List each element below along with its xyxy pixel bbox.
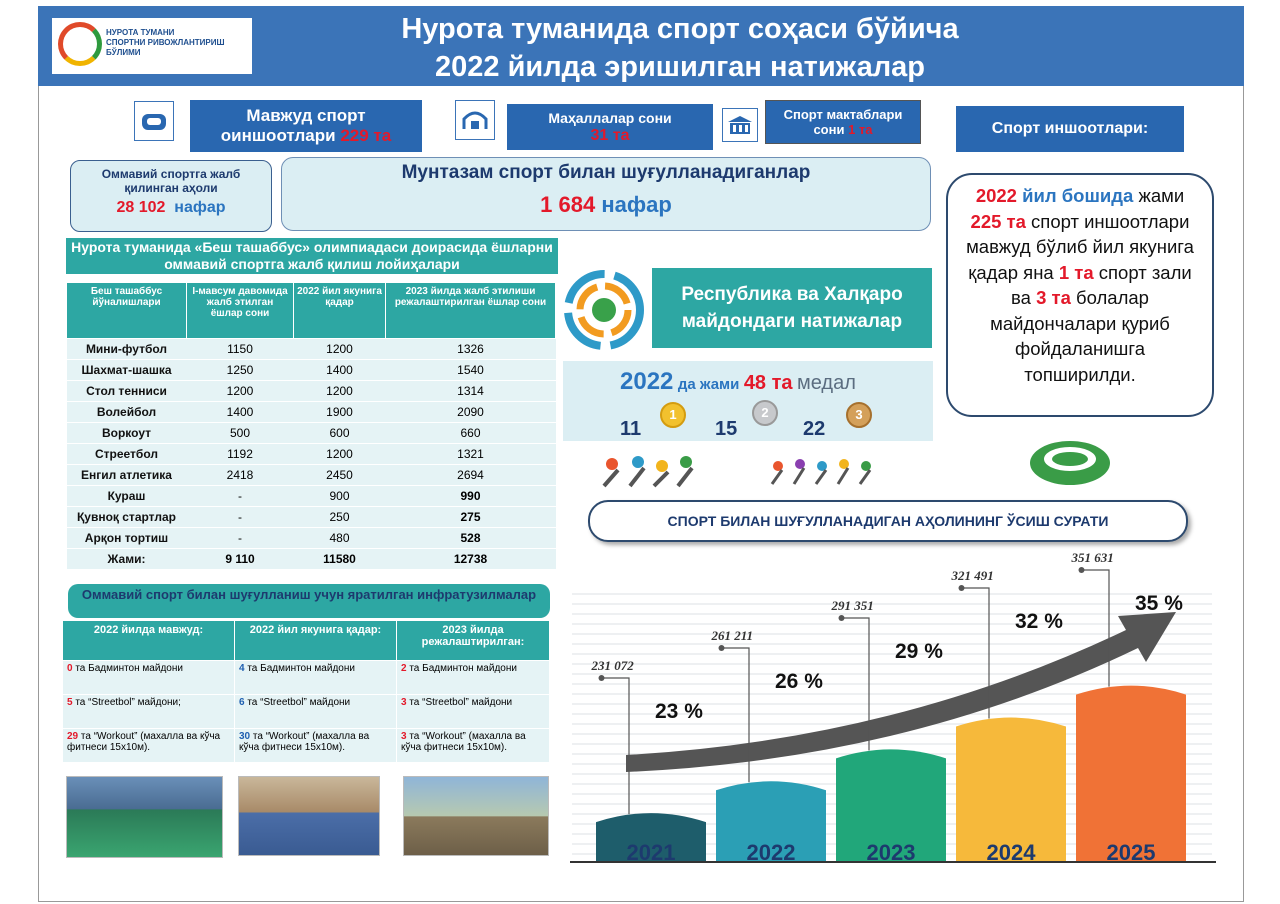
table1-header: I-мавсум давомида жалб этилган ёшлар сони [187,283,294,339]
medals-unit: медал [797,372,856,394]
percent-label: 23 % [655,700,703,723]
table-cell: Кураш [67,486,187,507]
table-cell: 2450 [294,465,386,486]
count-text: та “Streetbol” майдони [244,697,351,708]
table-cell [397,661,550,695]
info-hall-count: 1 та [1058,261,1094,283]
count-text: та “Streetbol” майдони [406,697,513,708]
table-cell [63,729,235,763]
table-cell: 1192 [187,444,294,465]
page-title [290,10,1070,86]
table-row [67,360,556,381]
table-row [67,423,556,444]
sports-circle-icon [560,258,644,358]
count-text: та “Workout” (махалла ва кўча фитнеси 15x10м). [401,731,526,753]
count-number: 2 [401,663,407,674]
year-label: 2023 [866,840,916,865]
table-cell: 1540 [386,360,556,381]
count-number: 3 [401,697,407,708]
table1-header: Беш ташаббус йўналишлари [67,283,187,339]
international-results-label: Республика ва Халқаро майдондаги натижалар [652,268,932,348]
table-row [67,339,556,360]
count-number: 30 [239,731,251,742]
table2-title: Оммавий спорт билан шуғулланиш учун яратилган инфратузилмалар [68,584,550,618]
table-cell [235,729,397,763]
mahalla-count-card [507,104,713,150]
table-cell: 1326 [386,339,556,360]
table-cell: 2694 [386,465,556,486]
medals-summary [620,368,856,396]
table-row [67,444,556,465]
table-cell: 1314 [386,381,556,402]
table-row [63,661,550,695]
facilities-count-card [190,100,422,152]
stadium-large-icon [1028,435,1112,491]
count-text: та Бадминтон майдони [72,663,183,674]
mahalla-label: Маҳаллалар сони [548,110,672,126]
year-label: 2025 [1106,840,1156,865]
count-text: та Бадминтон майдони [406,663,517,674]
schools-line2 [766,122,920,137]
table-cell: 9 110 [187,549,294,570]
table1-header-row [67,283,556,339]
athletes-silhouettes-left [598,452,700,488]
table-row [67,507,556,528]
schools-label: Спорт мактаблари [783,107,903,122]
percent-label: 26 % [775,670,823,693]
count-number: 4 [239,663,245,674]
leader-dot [719,645,725,651]
table-cell: - [187,507,294,528]
growth-chart [566,550,1226,870]
athletes-silhouettes-right [768,456,886,486]
population-leader-line [602,678,630,814]
table-cell: Шахмат-шашка [67,360,187,381]
info-year: 2022 [975,185,1017,206]
gold-medal-icon: 1 [660,402,686,428]
info-text-2: спорт зали ва [1011,261,1192,308]
table-cell: 1200 [187,381,294,402]
table1-header: 2022 йил якунига қадар [294,283,386,339]
population-label: 261 211 [711,628,754,643]
mass-sport-card [70,160,272,232]
streetball-photo [238,776,380,856]
table-cell: 2418 [187,465,294,486]
regular-value: 1 684 [540,192,596,217]
count-number: 0 [67,663,73,674]
table-cell: 660 [386,423,556,444]
table-cell: Қувноқ стартлар [67,507,187,528]
table-cell: Воркоут [67,423,187,444]
table-cell: 480 [294,528,386,549]
table-cell: Мини-футбол [67,339,187,360]
regular-label: Мунтазам спорт билан шуғулланадиганлар [401,162,811,183]
percent-label: 29 % [895,640,943,663]
leader-dot [1079,567,1085,573]
school-building-icon [722,108,758,142]
population-label: 291 351 [831,598,874,613]
medals-year: 2022 [620,368,674,395]
bar-2025 [1076,686,1186,862]
title-line-1: Нурота туманида спорт соҳаси бўйича [401,13,959,45]
count-number: 29 [67,731,79,742]
table-cell: 1200 [294,381,386,402]
table-row [67,381,556,402]
table-row [67,528,556,549]
table-row [67,486,556,507]
sport-schools-card [765,100,921,144]
table-cell: Енгил атлетика [67,465,187,486]
badminton-photo [66,776,223,858]
table-cell: 11580 [294,549,386,570]
table2-header: 2022 йилда мавжуд: [63,621,235,661]
department-logo-icon [58,22,102,66]
population-label: 231 072 [591,658,634,673]
count-number: 3 [401,731,407,742]
facilities-label2: оиншоотлари [220,126,336,145]
medals-total: 48 та [743,372,793,394]
facilities-label: Мавжуд спорт [246,106,366,125]
silver-count: 15 [715,418,738,440]
table-cell: 1400 [294,360,386,381]
table1-title: Нурота туманида «Беш ташаббус» олимпиадаси доирасида ёшларни оммавий спортга жалб қилиш лойиҳалари [66,238,558,274]
count-text: та “Workout” (махалла ва кўча фитнеси 15x10м). [67,731,221,753]
table-cell: 1321 [386,444,556,465]
table-row [67,402,556,423]
regular-unit: нафар [601,192,672,217]
leader-dot [839,615,845,621]
table2-header: 2022 йил якунига қадар: [235,621,397,661]
table-cell [397,729,550,763]
gold-count: 11 [620,418,642,440]
table-cell [235,695,397,729]
table-cell [397,695,550,729]
logo-line-2: СПОРТНИ РИВОЖЛАНТИРИШ [106,38,225,47]
table-cell: 2090 [386,402,556,423]
info-text-3: болалар майдончалари қуриб фойдаланишга топширилди. [990,287,1170,385]
arena-gate-icon [455,100,495,140]
silver-medal-icon: 2 [752,400,778,426]
table-row [63,729,550,763]
table-cell: 990 [386,486,556,507]
medals-mid-text: да жами [677,376,740,393]
facilities-info-box [946,173,1214,417]
table-cell: 600 [294,423,386,444]
logo-text [106,28,256,58]
mass-value-line [71,199,271,217]
facilities-value: 229 та [340,126,392,145]
info-text-1: спорт иншоотлари мавжуд бўлиб йил якунига қадар яна [966,210,1194,283]
table-cell: 1200 [294,339,386,360]
table-cell: Стол тенниси [67,381,187,402]
percent-label: 32 % [1015,610,1063,633]
info-total: 225 та [970,210,1026,232]
table-cell: 1200 [294,444,386,465]
percent-label: 35 % [1135,592,1183,615]
table-cell: 12738 [386,549,556,570]
table-cell: Стреетбол [67,444,187,465]
table-cell: 1250 [187,360,294,381]
table-row [63,695,550,729]
leader-dot [959,585,965,591]
table-cell: Жами: [67,549,187,570]
facilities-line2 [190,126,422,146]
table-cell: 1150 [187,339,294,360]
mahalla-value: 31 та [590,127,630,144]
table-cell: 1400 [187,402,294,423]
five-initiatives-table [66,282,556,570]
logo-line-3: БЎЛИМИ [106,48,141,57]
table-cell [63,695,235,729]
table-cell [63,661,235,695]
workout-photo [403,776,549,856]
count-number: 6 [239,697,245,708]
count-text: та “Streetbol” майдони; [72,697,181,708]
year-label: 2022 [746,840,796,865]
table-cell: - [187,528,294,549]
regular-sport-card [281,157,931,231]
year-label: 2024 [986,840,1036,865]
table-cell: Волейбол [67,402,187,423]
table-cell: 1900 [294,402,386,423]
schools-value: 1 та [848,122,873,137]
table-cell: 900 [294,486,386,507]
table-cell: 250 [294,507,386,528]
count-number: 5 [67,697,73,708]
table-cell [235,661,397,695]
growth-banner: СПОРТ БИЛАН ШУҒУЛЛАНАДИГАН АҲОЛИНИНГ ЎСИШ СУРАТИ [588,500,1188,542]
table-cell: Арқон тортиш [67,528,187,549]
table2-header-row [63,621,550,661]
table2-header: 2023 йилда режалаштирилган: [397,621,550,661]
table-cell: 500 [187,423,294,444]
info-start: йил бошида [1022,185,1134,206]
info-total-word: жами [1138,185,1185,206]
info-playground-count: 3 та [1036,287,1071,308]
bronze-medal-icon: 3 [846,402,872,428]
year-label: 2021 [626,840,676,865]
stadium-icon [134,101,174,141]
table-row [67,465,556,486]
schools-label2: сони [813,122,845,137]
bronze-count: 22 [803,418,826,440]
facilities-heading: Спорт иншоотлари: [956,106,1184,152]
table-cell: - [187,486,294,507]
mass-unit: нафар [174,199,226,216]
population-label: 321 491 [951,568,994,583]
infrastructure-table [62,620,550,763]
table-cell: 528 [386,528,556,549]
count-text: та “Workout” (махалла ва кўча фитнеси 15x10м). [239,731,370,753]
logo-line-1: НУРОТА ТУМАНИ [106,28,175,37]
title-line-2: 2022 йилда эришилган натижалар [435,51,925,83]
mass-value: 28 102 [116,199,166,216]
population-label: 351 631 [1071,550,1114,565]
regular-value-line [282,192,930,218]
table1-header: 2023 йилда жалб этилиши режалаштирилган ёшлар сони [386,283,556,339]
count-text: та Бадминтон майдони [244,663,355,674]
table-cell: 275 [386,507,556,528]
leader-dot [599,675,605,681]
table-row [67,549,556,570]
mass-label: Оммавий спортга жалб қилинган аҳоли [101,167,241,195]
